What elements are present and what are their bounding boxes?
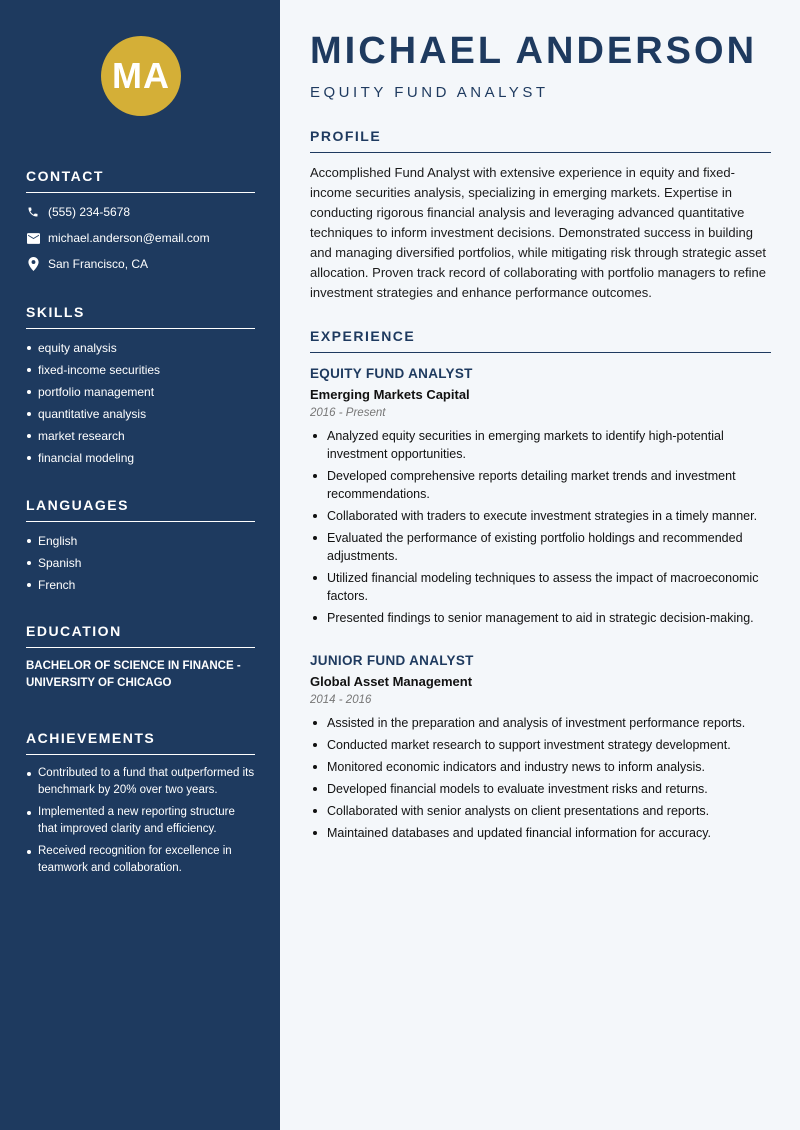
job-bullet: Presented findings to senior management to aid in strategic decision-making. <box>310 609 771 627</box>
achievement-item: Contributed to a fund that outperformed its benchmark by 20% over two years. <box>26 765 255 799</box>
job-bullet: Collaborated with senior analysts on client presentations and reports. <box>310 802 771 820</box>
achievements-list <box>26 765 255 877</box>
job-bullet: Collaborated with traders to execute investment strategies in a timely manner. <box>310 507 771 525</box>
phone-text[interactable]: (555) 234-5678 <box>48 205 131 219</box>
language-item: Spanish <box>26 552 255 574</box>
education-section <box>26 623 255 692</box>
achievements-section <box>26 730 255 882</box>
candidate-name: MICHAEL ANDERSON <box>310 30 758 72</box>
skills-section <box>26 304 255 469</box>
contact-phone <box>26 199 255 225</box>
language-item: English <box>26 530 255 552</box>
profile-heading: PROFILE <box>310 128 771 153</box>
education-heading: EDUCATION <box>26 623 255 648</box>
contact-section <box>26 168 255 277</box>
job-entry <box>310 653 771 846</box>
job-bullet: Analyzed equity securities in emerging markets to identify high-potential investment opportunities. <box>310 427 771 463</box>
contact-heading: CONTACT <box>26 168 255 193</box>
experience-heading: EXPERIENCE <box>310 328 771 353</box>
location-text: San Francisco, CA <box>48 257 149 271</box>
education-degree: BACHELOR OF SCIENCE IN FINANCE - UNIVERSITY OF CHICAGO <box>26 660 241 689</box>
languages-heading: LANGUAGES <box>26 497 255 522</box>
achievement-item: Implemented a new reporting structure that improved clarity and efficiency. <box>26 804 255 838</box>
skill-item: portfolio management <box>26 381 255 403</box>
skill-item: financial modeling <box>26 447 255 469</box>
job-role: JUNIOR FUND ANALYST <box>310 653 474 668</box>
skills-list <box>26 337 255 469</box>
candidate-title: EQUITY FUND ANALYST <box>310 84 549 101</box>
job-bullet: Evaluated the performance of existing portfolio holdings and recommended adjustments. <box>310 529 771 565</box>
languages-list <box>26 530 255 596</box>
mail-icon <box>26 231 40 245</box>
job-bullet: Utilized financial modeling techniques to assess the impact of macroeconomic factors. <box>310 569 771 605</box>
job-bullet: Maintained databases and updated financial information for accuracy. <box>310 824 771 842</box>
job-dates: 2014 - 2016 <box>310 694 372 706</box>
job-bullet: Developed comprehensive reports detailing market trends and investment recommendations. <box>310 467 771 503</box>
achievement-item: Received recognition for excellence in teamwork and collaboration. <box>26 843 255 877</box>
main-content <box>280 0 800 1130</box>
job-company: Emerging Markets Capital <box>310 387 470 402</box>
skill-item: quantitative analysis <box>26 403 255 425</box>
avatar: MA <box>101 36 181 116</box>
contact-email <box>26 225 255 251</box>
email-text[interactable]: michael.anderson@email.com <box>48 231 210 245</box>
skill-item: market research <box>26 425 255 447</box>
sidebar <box>0 0 280 1130</box>
location-pin-icon <box>26 257 40 271</box>
profile-text: Accomplished Fund Analyst with extensive experience in equity and fixed-income securities analysis, specializing in emerging markets. Expertise in conducting rigorous financial analysis and leveraging advanced quantitative techniques to inform investment decisions. Demonstrated success in building and managing diversified portfolios, while mitigating risk through strategic asset allocation. Proven track record of collaborating with portfolio managers to refine investment strategies and enhance performance outcomes. <box>310 165 766 300</box>
skill-item: fixed-income securities <box>26 359 255 381</box>
phone-icon <box>26 205 40 219</box>
job-bullet: Monitored economic indicators and industry news to inform analysis. <box>310 758 771 776</box>
job-company: Global Asset Management <box>310 674 473 689</box>
job-entry <box>310 366 771 631</box>
job-bullets <box>310 427 771 627</box>
job-bullet: Conducted market research to support investment strategy development. <box>310 736 771 754</box>
job-bullet: Developed financial models to evaluate investment risks and returns. <box>310 780 771 798</box>
job-role: EQUITY FUND ANALYST <box>310 366 473 381</box>
skill-item: equity analysis <box>26 337 255 359</box>
job-bullet: Assisted in the preparation and analysis of investment performance reports. <box>310 714 771 732</box>
profile-section <box>310 128 771 303</box>
achievements-heading: ACHIEVEMENTS <box>26 730 255 755</box>
job-dates: 2016 - Present <box>310 407 386 419</box>
contact-location <box>26 251 255 277</box>
experience-section <box>310 328 771 353</box>
languages-section <box>26 497 255 596</box>
job-bullets <box>310 714 771 842</box>
skills-heading: SKILLS <box>26 304 255 329</box>
language-item: French <box>26 574 255 596</box>
